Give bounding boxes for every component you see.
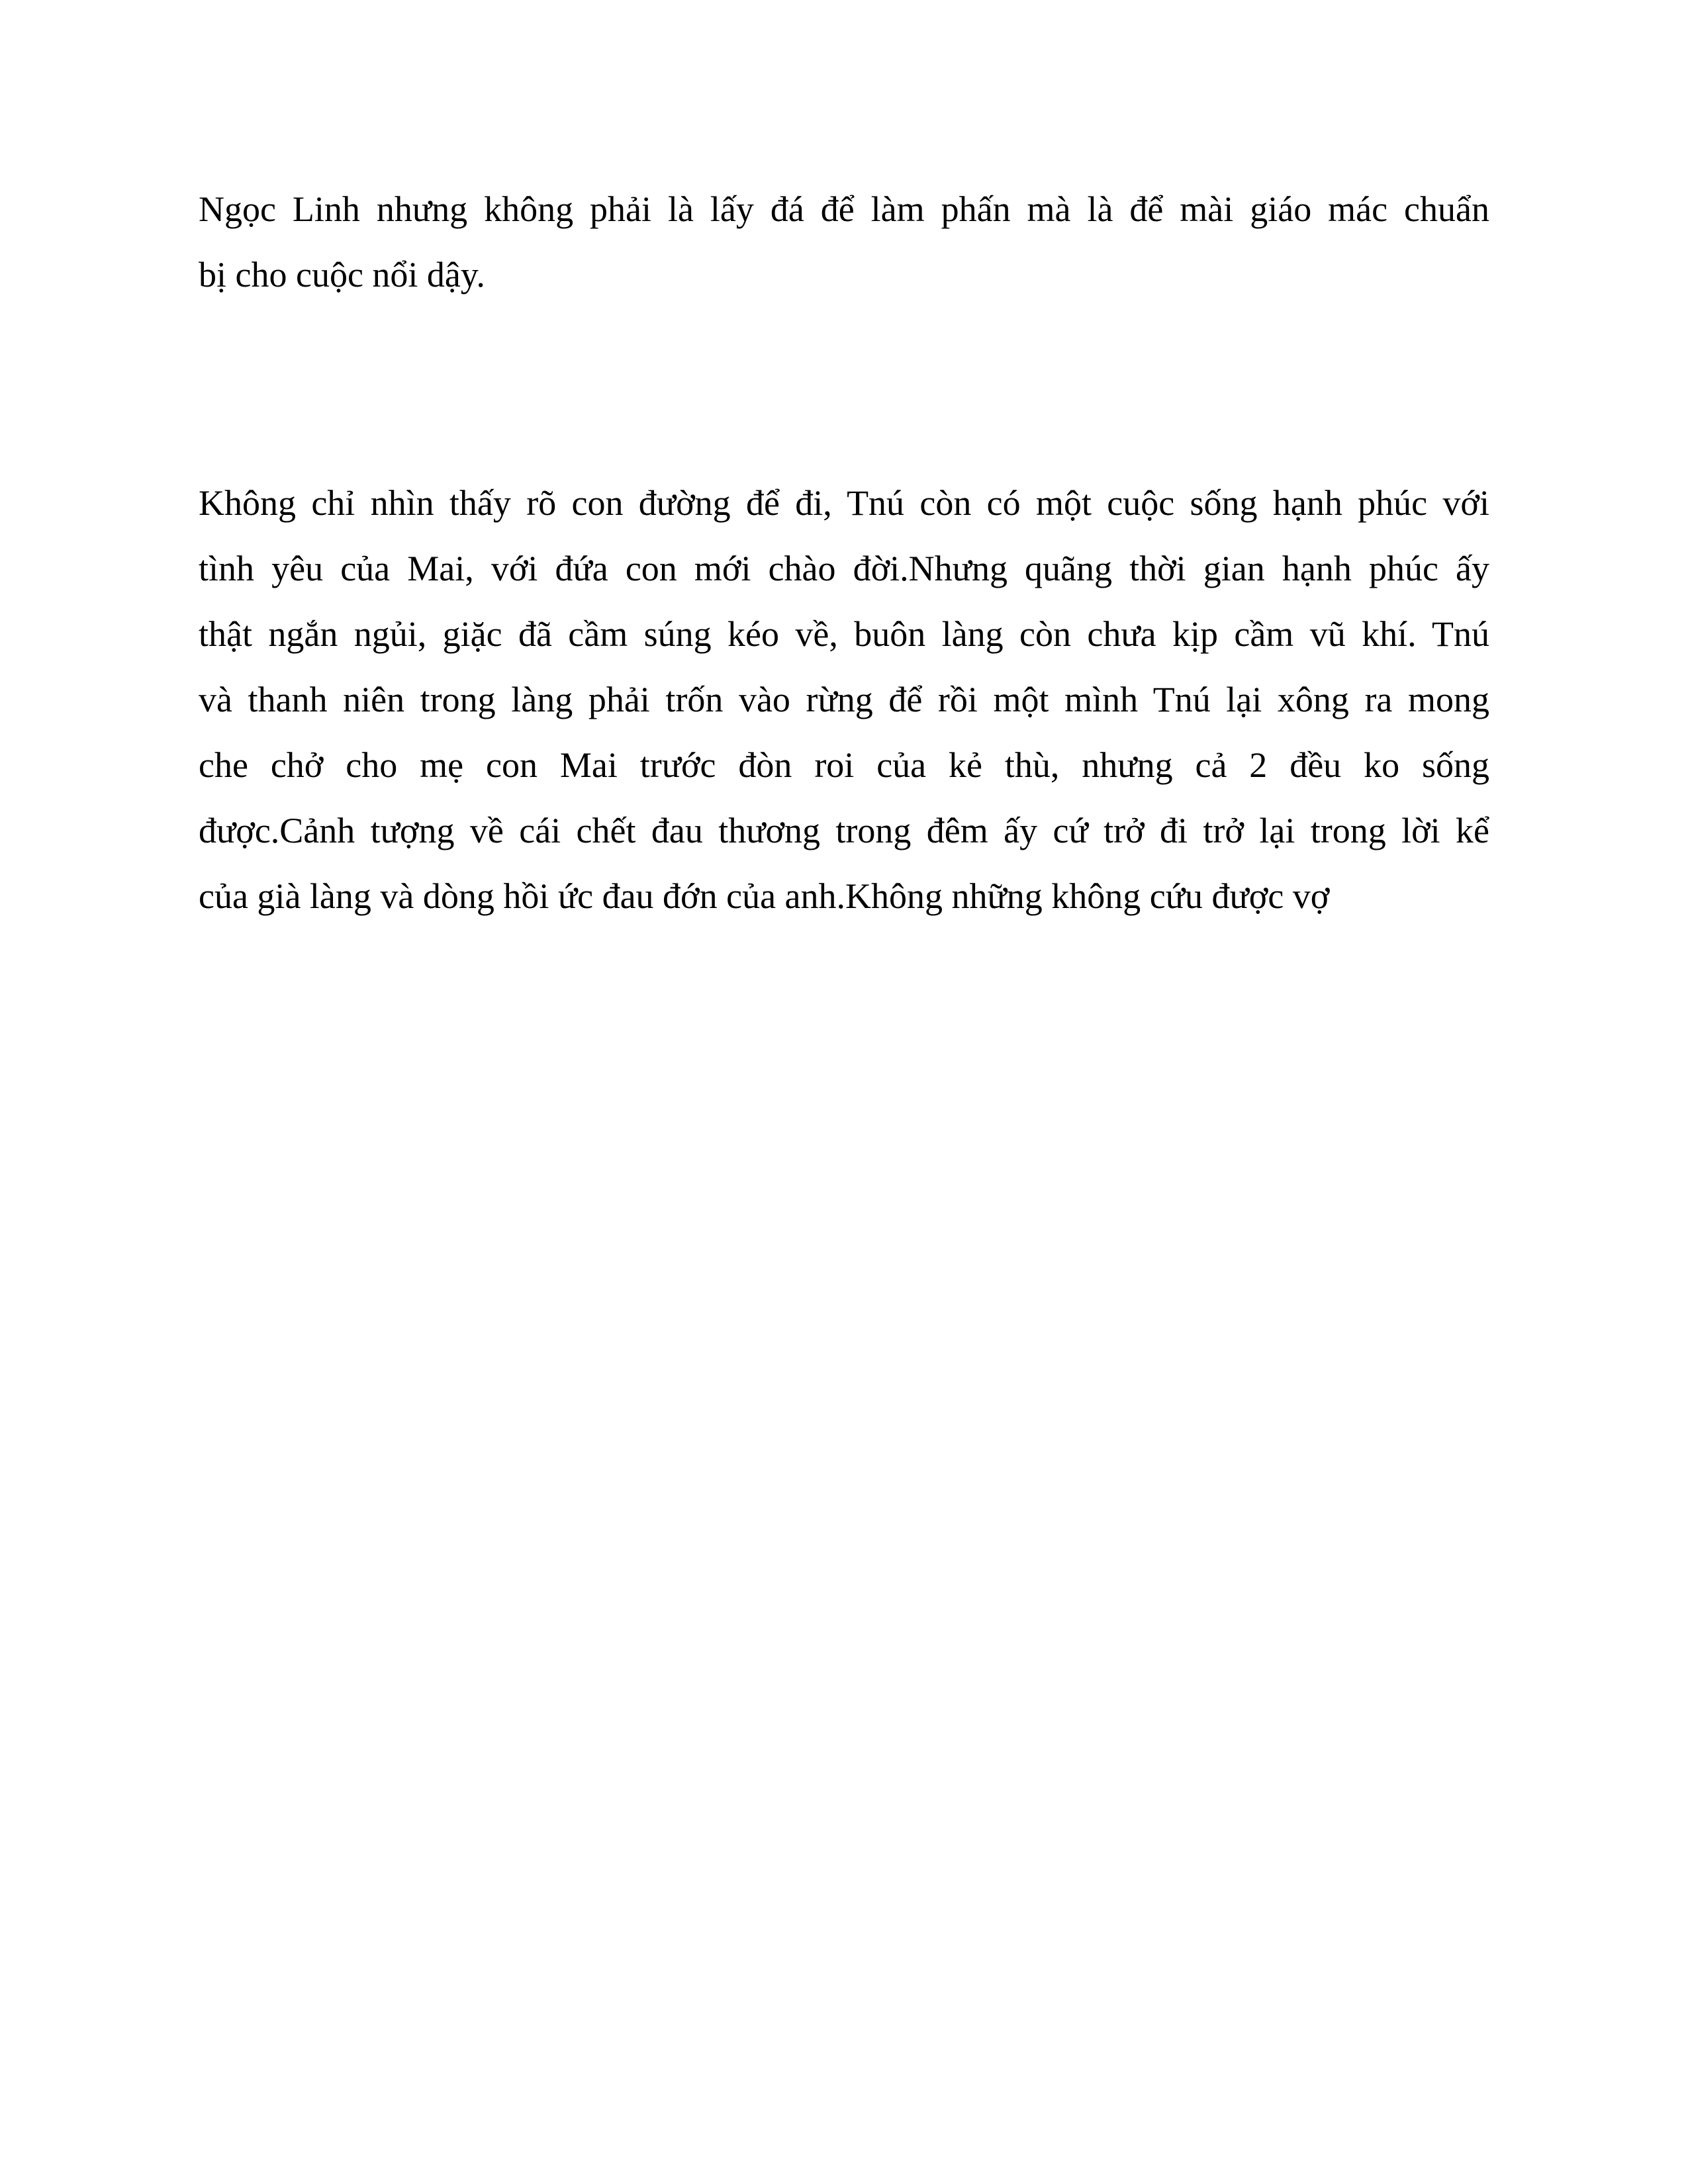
paragraph-line: che chở cho mẹ con Mai trước đòn roi của kẻ thù, nhưng cả 2 đều ko sống [199,745,1489,785]
paragraph-line: thật ngắn ngủi, giặc đã cầm súng kéo về, buôn làng còn chưa kịp cầm vũ khí. Tnú [199,614,1489,654]
paragraph-line: tình yêu của Mai, với đứa con mới chào đời.Nhưng quãng thời gian hạnh phúc ấy [199,549,1489,588]
paragraph-line: Không chỉ nhìn thấy rõ con đường để đi, Tnú còn có một cuộc sống hạnh phúc với [199,483,1489,523]
paragraph-line: Ngọc Linh nhưng không phải là lấy đá để làm phấn mà là để mài giáo mác chuẩn [199,189,1489,229]
paragraph-2 [199,471,1489,929]
paragraph-1 [199,177,1489,308]
paragraph-line: bị cho cuộc nổi dậy. [199,255,485,295]
paragraph-line: và thanh niên trong làng phải trốn vào rừng để rồi một mình Tnú lại xông ra mong [199,680,1489,719]
paragraph-line: được.Cảnh tượng về cái chết đau thương trong đêm ấy cứ trở đi trở lại trong lời kể [199,811,1489,850]
paragraph-line: của già làng và dòng hồi ức đau đớn của anh.Không những không cứu được vợ [199,876,1330,916]
